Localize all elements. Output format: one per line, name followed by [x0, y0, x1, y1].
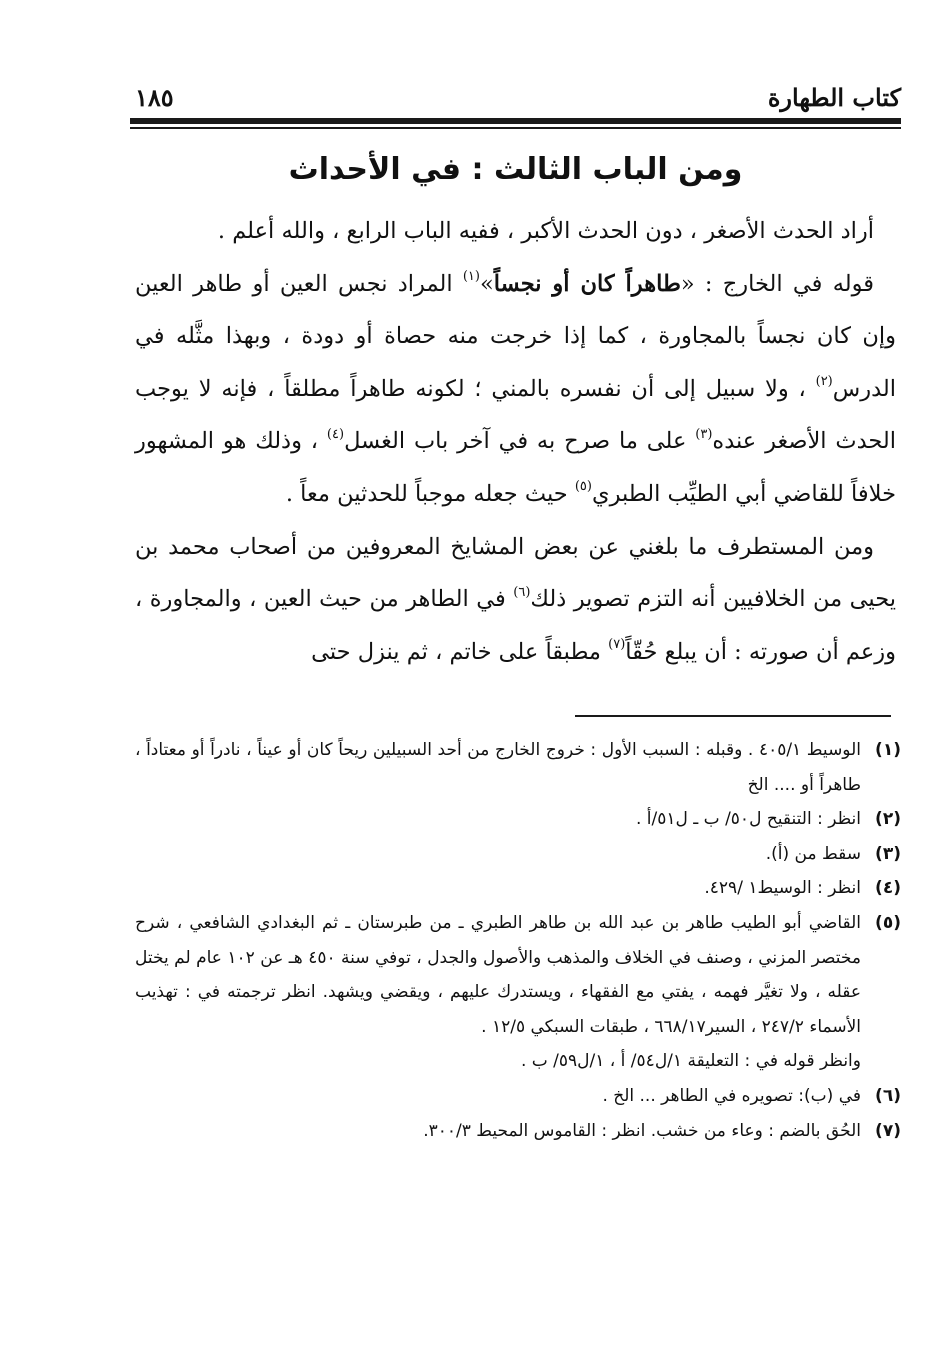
footnote-ref-2[interactable]: (٢)	[815, 374, 833, 390]
footnote-ref-7[interactable]: (٧)	[608, 637, 626, 653]
footnote-number: (٤)	[875, 878, 901, 899]
paragraph-1: أراد الحدث الأصغر ، دون الحدث الأكبر ، ففيه الباب الرابع ، والله أعلم .	[217, 218, 874, 244]
paragraph-3-text: ومن المستطرف ما بلغني عن بعض المشايخ المعروفين من أصحاب محمد بن يحيى من الخلافيين أنه التزم تصوير ذلك	[135, 533, 896, 613]
footnote-4	[135, 871, 901, 906]
paragraph-2-text: على ما صرح به في آخر باب الغسل	[344, 428, 696, 455]
header-rule-thin	[130, 127, 901, 129]
quoted-phrase: طاهراً كان أو نجساً	[493, 270, 681, 297]
footnote-5	[135, 906, 901, 1044]
footnote-text: وانظر قوله في : التعليقة ١/ل٥٤/ أ ، ١/ل٥٩/ ب .	[520, 1051, 861, 1072]
footnote-ref-3[interactable]: (٣)	[695, 426, 713, 442]
header-rule-thick	[130, 118, 901, 124]
paragraph-2-text: المراد نجس العين أو طاهر العين وإن كان نجساً بالمجاورة ، كما إذا خرجت منه حصاة أو دودة ، وبهذا مثَّله في الدرس	[135, 270, 896, 402]
footnote-ref-5[interactable]: (٥)	[574, 479, 592, 495]
footnote-6	[135, 1079, 901, 1114]
paragraph-2-text: حيث جعله موجباً للحدثين معاً .	[285, 480, 575, 507]
paragraph-3-text: في الطاهر من حيث العين ، والمجاورة ، وزعم أن صورته : أن يبلع حُقّاً	[135, 586, 896, 665]
footnote-number: (٣)	[875, 843, 901, 864]
footnote-text: القاضي أبو الطيب طاهر بن عبد الله بن طاهر الطبري ـ من طبرستان ـ ثم البغدادي الشافعي ، شرح مختصر المزني ، وصنف في الخلاف والمذهب والأصول والجدل ، توفي سنة ٤٥٠ هـ عن ١٠٢ عام لم يختل عقله ، ولا تغيَّر فهمه ، يفتي مع الفقهاء ، ويستدرك عليهم ، ويقضي ويشهد. انظر ترجمته في : تهذيب الأسماء ٢٤٧/٢ ، السير٦٦٨/١٧ ، طبقات السبكي ١٢/٥ .	[135, 912, 862, 1037]
footnotes	[135, 733, 901, 1148]
running-header-title: كتاب الطهارة	[767, 83, 901, 112]
footnote-text: الوسيط ٤٠٥/١ . وقبله : السبب الأول : خروج الخارج من أحد السبيلين ريحاً كان أو عيناً ، نادراً أو معتاداً ، طاهراً أو .... الخ	[135, 740, 861, 795]
footnote-text: سقط من (أ).	[765, 843, 861, 864]
paragraph-2-text: قوله في الخارج : «	[680, 270, 874, 297]
footnote-3	[135, 837, 901, 872]
footnote-ref-1[interactable]: (١)	[462, 269, 480, 285]
footnote-number: (١)	[875, 740, 901, 760]
footnote-1	[135, 733, 901, 802]
footnote-text: انظر : التنقيح ل٥٠/ ب ـ ل٥١/أ .	[635, 809, 861, 830]
footnote-number: (٦)	[875, 1085, 901, 1106]
footnote-5-continued	[135, 1044, 901, 1079]
paragraph-2-text: ، وذلك هو المشهور خلافاً للقاضي أبي الطيِّب الطبري	[135, 428, 896, 507]
paragraph-3	[135, 521, 896, 679]
footnote-ref-4[interactable]: (٤)	[326, 426, 345, 442]
quote-close: »	[479, 270, 494, 297]
paragraph-2	[135, 258, 896, 521]
footnote-separator	[575, 715, 891, 717]
footnote-number: (٢)	[875, 809, 901, 830]
chapter-heading: ومن الباب الثالث : في الأحداث	[288, 152, 743, 187]
paragraph-3-text: مطبقاً على خاتم ، ثم ينزل حتى	[311, 638, 609, 665]
footnote-2	[135, 802, 901, 837]
paragraph-2-text: ، ولا سبيل إلى أن نفسره بالمني ؛ لكونه طاهراً مطلقاً ، فإنه لا يوجب الحدث الأصغر عنده	[135, 375, 897, 455]
footnote-7	[135, 1114, 901, 1149]
footnote-text: في (ب): تصويره في الطاهر ... الخ .	[602, 1085, 861, 1106]
running-header	[135, 82, 901, 118]
footnote-ref-6[interactable]: (٦)	[513, 584, 531, 600]
footnote-text: الحُق بالضم : وعاء من خشب. انظر : القاموس المحيط ٣٠٠/٣.	[423, 1120, 861, 1141]
footnote-text: انظر : الوسيط١ /٤٢٩.	[704, 878, 861, 899]
body-text	[135, 205, 896, 678]
footnote-number: (٥)	[875, 912, 901, 933]
page-number: ١٨٥	[135, 83, 174, 112]
footnote-number: (٧)	[875, 1120, 901, 1141]
